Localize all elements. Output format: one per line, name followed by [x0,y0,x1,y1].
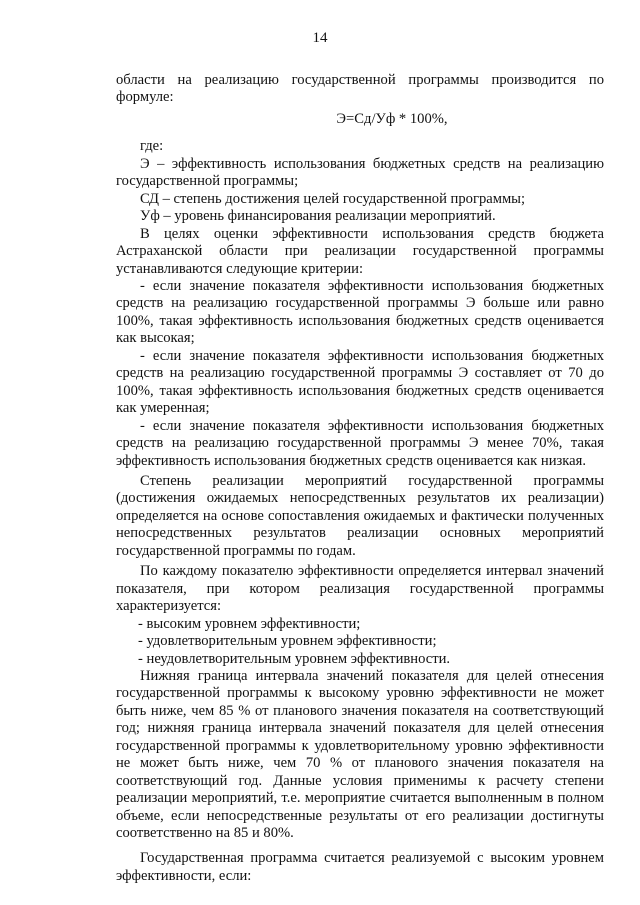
level-unsatisfactory: - неудовлетворительным уровнем эффективности. [138,650,451,667]
efficiency-formula: Э=Сд/Уф * 100%, [336,110,448,127]
paragraph-final: Государственная программа считается реализуемой с высоким уровнем эффективности, если: [116,850,604,884]
paragraph-formula-intro: области на реализацию государственной программы производится по формуле: [116,72,604,106]
paragraph-degree: Степень реализации мероприятий государственной программы (достижения ожидаемых непосредственных результатов их реализации) определяется на основе сопоставления ожидаемых и фактически полученных непосредственных результатов реализации основных мероприятий государственной программы по годам. [116,472,604,559]
paragraph-where: где: [140,138,164,155]
definition-uf: Уф – уровень финансирования реализации мероприятий. [140,208,496,225]
paragraph-interval-intro: По каждому показателю эффективности определяется интервал значений показателя, при котором реализация государственной программы характеризуется: [116,563,604,615]
criterion-low: - если значение показателя эффективности использования бюджетных средств на реализацию государственной программы Э менее 70%, такая эффективность использования бюджетных средств оценивается как низкая. [116,417,604,469]
paragraph-criteria-intro: В целях оценки эффективности использования средств бюджета Астраханской области при реализации государственной программы устанавливаются следующие критерии: [116,225,604,277]
definition-e: Э – эффективность использования бюджетных средств на реализацию государственной программы; [116,155,604,190]
paragraph-lower-bound: Нижняя граница интервала значений показателя для целей отнесения государственной программы к высокому уровню эффективности не может быть ниже, чем 85 % от планового значения показателя на соответствующий год; нижняя граница интервала значений показателя для целей отнесения государственной программы к удовлетворительному уровню эффективности не может быть ниже, чем 70 % от планового значения показателя на соответствующий год. Данные условия применимы к расчету степени реализации мероприятий, т.е. мероприятие считается выполненным в полном объеме, если непосредственные результаты от его реализации достигнуты соответственно на 85 и 80%. [116,667,604,842]
level-satisfactory: - удовлетворительным уровнем эффективности; [138,633,437,650]
page-number: 14 [312,30,328,46]
definition-sd: СД – степень достижения целей государственной программы; [140,190,526,207]
document-body [116,72,604,885]
criterion-moderate: - если значение показателя эффективности использования бюджетных средств на реализацию государственной программы Э составляет от 70 до 100%, такая эффективность использования бюджетных средств оценивается как умеренная; [116,347,604,417]
level-high: - высоким уровнем эффективности; [138,615,361,632]
criterion-high: - если значение показателя эффективности использования бюджетных средств на реализацию государственной программы Э больше или равно 100%, такая эффективность использования бюджетных средств оценивается как высокая; [116,277,604,347]
